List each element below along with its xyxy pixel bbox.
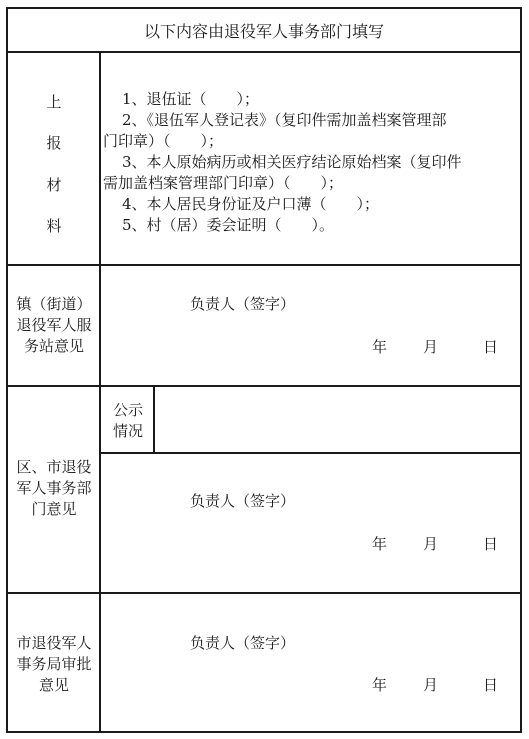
material-line-3: 门印章）（ ）； [103, 132, 224, 150]
material-line-7: 5、村（居）委会证明（ ）。 [122, 216, 335, 234]
materials-label-char-1: 上 [46, 93, 62, 111]
city-year-label: 年 [372, 676, 388, 694]
form-header-title: 以下内容由退役军人事务部门填写 [143, 22, 384, 41]
materials-label-char-4: 料 [46, 217, 62, 235]
district-signer-label: 负责人（签字） [190, 492, 296, 510]
material-line-4: 3、本人原始病历或相关医疗结论原始档案（复印件 [122, 153, 462, 171]
materials-label-char-2: 报 [46, 134, 62, 152]
city-day-label: 日 [483, 676, 499, 694]
city-signer-label: 负责人（签字） [190, 634, 296, 652]
divider-publicity-column [153, 387, 155, 452]
veteran-affairs-form [6, 7, 522, 733]
material-line-5: 需加盖档案管理部门印章）（ ）； [103, 174, 344, 192]
materials-label-char-3: 材 [46, 176, 62, 194]
divider-header [8, 51, 520, 53]
publicity-label: 公示情况 [112, 401, 143, 440]
divider-district [8, 592, 520, 594]
divider-publicity [101, 452, 520, 454]
city-month-label: 月 [423, 676, 439, 694]
town-day-label: 日 [483, 338, 499, 356]
town-signer-label: 负责人（签字） [190, 295, 296, 313]
city-approval-label: 市退役军人事务局审批意见 [16, 634, 92, 694]
district-opinion-label: 区、市退役军人事务部门意见 [16, 458, 92, 518]
material-line-1: 1、退伍证（ ）； [122, 90, 260, 108]
district-day-label: 日 [483, 535, 499, 553]
town-opinion-label: 镇（街道）退役军人服务站意见 [16, 295, 92, 355]
town-year-label: 年 [372, 338, 388, 356]
district-year-label: 年 [372, 535, 388, 553]
district-month-label: 月 [423, 535, 439, 553]
divider-town [8, 385, 520, 387]
town-month-label: 月 [423, 338, 439, 356]
divider-materials [8, 264, 520, 266]
material-line-2: 2、《退伍军人登记表》（复印件需加盖档案管理部 [122, 111, 447, 129]
material-line-6: 4、本人居民身份证及户口薄（ ）； [122, 195, 380, 213]
